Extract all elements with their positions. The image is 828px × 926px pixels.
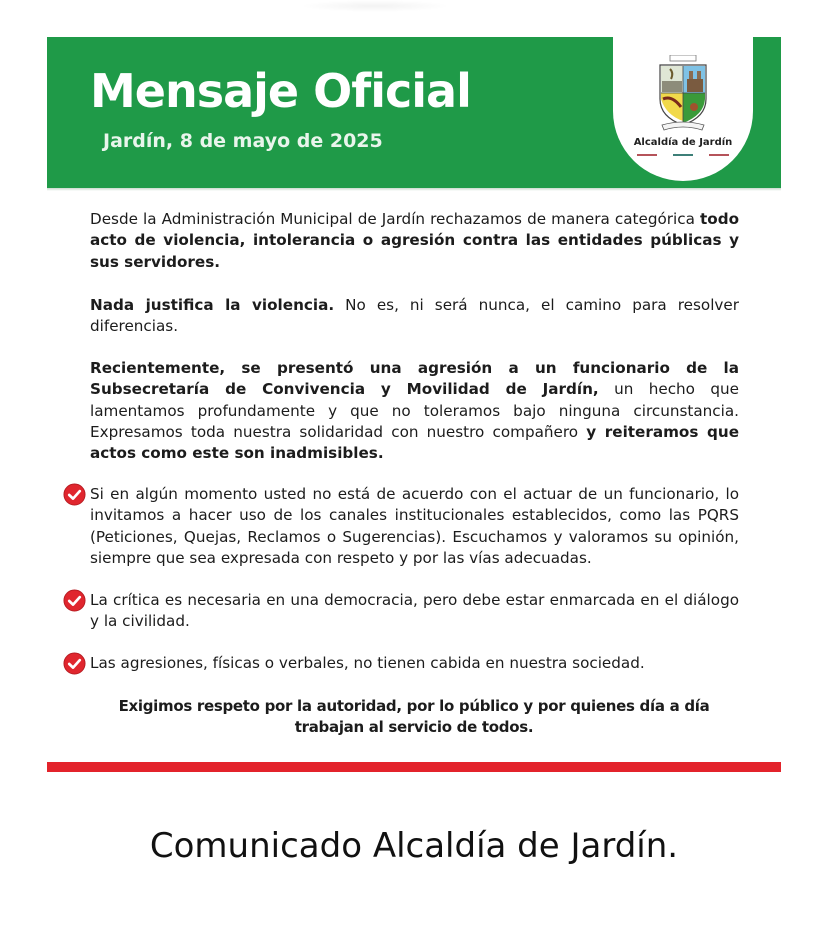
logo-line-left	[637, 154, 657, 156]
bullet-item	[90, 590, 739, 633]
banner-date: Jardín, 8 de mayo de 2025	[103, 130, 383, 152]
paragraph-incident-text: un hecho que lamentamos profundamente y que no toleramos bajo ninguna circunstancia. Expresamos toda nuestra solidaridad con nuestro compañero	[90, 380, 739, 441]
bullet-text: La crítica es necesaria en una democracia, pero debe estar enmarcada en el diálogo y la civilidad.	[90, 591, 739, 631]
paragraph-intro-text: Desde la Administración Municipal de Jardín rechazamos de manera categórica	[90, 210, 700, 228]
paragraph-no-violence-bold: Nada justifica la violencia.	[90, 296, 335, 314]
banner-shadow	[47, 188, 781, 191]
paragraph-no-violence	[90, 295, 739, 338]
paragraph-no-violence-text: No es, ni será nunca, el camino para resolver diferencias.	[90, 296, 739, 336]
paragraph-incident-bold-end: y reiteramos que actos como este son inadmisibles.	[90, 422, 739, 463]
logo-label: Alcaldía de Jardín	[633, 137, 733, 148]
bullet-item	[90, 484, 739, 569]
logo-line-middle	[673, 154, 693, 156]
bullet-text: Las agresiones, físicas o verbales, no tienen cabida en nuestra sociedad.	[90, 654, 645, 672]
check-circle-icon	[63, 652, 86, 675]
paragraph-intro	[90, 209, 739, 273]
check-circle-icon	[63, 483, 86, 506]
closing-statement	[47, 696, 781, 738]
coat-of-arms-icon	[656, 55, 710, 131]
bullet-item	[90, 653, 739, 674]
closing-line-2: trabajan al servicio de todos.	[294, 718, 534, 736]
check-circle-icon	[63, 589, 86, 612]
image-caption: Comunicado Alcaldía de Jardín.	[149, 826, 679, 866]
footer-red-bar	[47, 762, 781, 772]
logo-line-right	[709, 154, 729, 156]
banner-title: Mensaje Oficial	[90, 64, 471, 118]
paragraph-incident	[90, 358, 739, 464]
closing-line-1: Exigimos respeto por la autoridad, por lo público y por quienes día a día	[118, 697, 710, 715]
bullet-text: Si en algún momento usted no está de acuerdo con el actuar de un funcionario, lo invitamos a hacer uso de los canales institucionales establecidos, como las PQRS (Peticiones, Quejas, Reclamos o Sugerencias). Escuchamos y valoramos su opinión, siempre que sea expresada con respeto y por las vías adecuadas.	[90, 485, 739, 567]
paragraph-intro-bold: todo acto de violencia, intolerancia o agresión contra las entidades públicas y sus servidores.	[90, 210, 739, 271]
paragraph-incident-bold: Recientemente, se presentó una agresión a un funcionario de la Subsecretaría de Convivencia y Movilidad de Jardín,	[90, 359, 739, 399]
logo-badge	[613, 37, 753, 181]
logo-decorative-lines	[637, 154, 729, 157]
top-shadow	[300, 0, 450, 12]
